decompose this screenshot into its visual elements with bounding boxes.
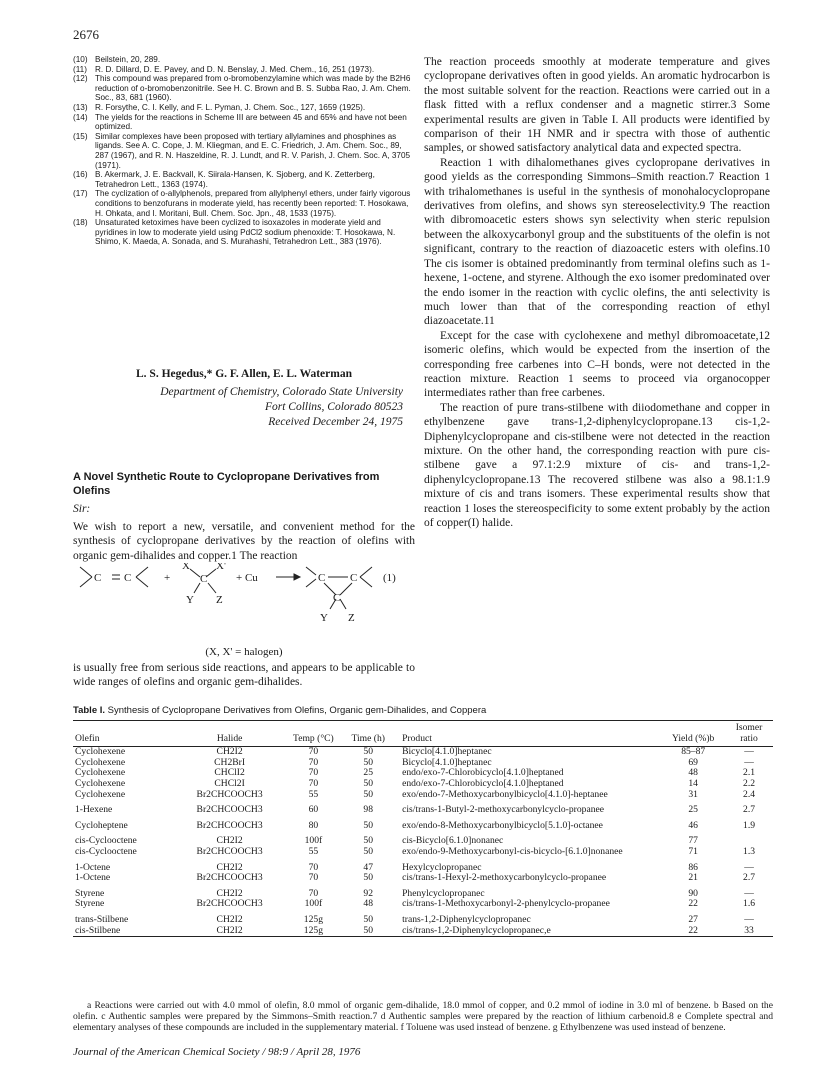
cell-time: 50 (363, 777, 373, 789)
cell-olefin: cis-Cyclooctene (75, 845, 137, 857)
reference-number: (10) (73, 55, 88, 64)
cell-yield: 90 (688, 887, 698, 899)
cell-temp: 70 (308, 756, 319, 768)
cell-product: cis/trans-1-Methoxycarbonyl-2-phenylcyclo-propanee (402, 898, 610, 910)
cell-product: exo/endo-9-Methoxycarbonyl-cis-bicyclo-[6.1.0]nonanee (402, 845, 623, 857)
scheme-c-center: C (200, 573, 208, 585)
reference-item (73, 189, 415, 218)
cell-halide: CH2I2 (216, 913, 243, 925)
city: Fort Collins, Colorado 80523 (264, 401, 403, 413)
reference-item (73, 55, 415, 65)
cell-yield: 31 (688, 788, 698, 800)
cell-isomer-ratio: 33 (744, 924, 754, 936)
cell-temp: 70 (308, 872, 319, 884)
reference-text: The cyclization of o-allylphenols, prepared from allylphenyl ethers, under fairly vigorous conditions to benzofurans in moderate yield, has recently been reported: T. Hosokawa, H. Ohkata, and I. Moritani, Bull. Chem. Soc. Jpn., 48, 1533 (1975). (95, 189, 411, 218)
intro-paragraph: We wish to report a new, versatile, and convenient method for the synthesis of cyclopropane derivatives by the reaction of olefins with organic gem-dihalides and copper.1 The reaction (73, 521, 415, 562)
body-paragraph: Except for the case with cyclohexene and methyl dibromoacetate,12 isomeric olefins, which would be expected from the insertion of the corresponding free carbenes into C–H bonds, were not detected in the reaction mixture. Reaction 1 seems to proceed via organocopper intermediates rather than free carbenes. (424, 329, 770, 400)
table-row (73, 910, 773, 926)
cell-product: endo/exo-7-Chlorobicyclo[4.1.0]heptaned (402, 777, 564, 789)
table-caption-text: Synthesis of Cyclopropane Derivatives from Olefins, Organic gem-Dihalides, and Coppera (107, 705, 487, 716)
right-column-text (424, 55, 770, 530)
scheme-z-prod: Z (348, 612, 355, 624)
cell-olefin: Cyclohexene (75, 777, 126, 789)
cell-olefin: 1-Octene (75, 861, 111, 873)
reaction-scheme (78, 563, 408, 643)
cell-halide: Br2CHCOOCH3 (196, 804, 263, 816)
table-row (73, 831, 773, 847)
cell-isomer-ratio: 1.6 (743, 898, 756, 910)
cell-halide: CHClI2 (214, 767, 245, 779)
reference-text: Unsaturated ketoximes have been cyclized to isoxazoles in moderate yield and pyridines in low to moderate yield using PdCl2 sodium phenoxide: T. Hosokawa, N. Shimo, K. Maeda, A. Sonada, and S. Murahashi, Tetrahedron Lett., 383 (1976). (95, 218, 396, 247)
reference-text: This compound was prepared from o-bromobenzylamine which was made by the B2H6 reduction of o-bromobenzonitrile. See H. C. Brown and B. S. Subba Rao, J. Am. Chem. Soc., 83, 681 (1960). (95, 74, 411, 103)
cell-temp: 70 (308, 887, 319, 899)
cell-time: 50 (363, 913, 373, 925)
cell-temp: 60 (308, 804, 319, 816)
reference-text: R. Forsythe, C. I. Kelly, and F. L. Pyman, J. Chem. Soc., 127, 1659 (1925). (95, 102, 366, 112)
synthesis-table (73, 720, 773, 937)
reference-number: (18) (73, 218, 88, 228)
reference-text: Beilstein, 20, 289. (95, 55, 161, 64)
halogen-note: (X, X' = halogen) (205, 646, 283, 658)
cell-time: 50 (363, 756, 373, 768)
cell-time: 48 (363, 898, 373, 910)
cell-product: exo/endo-7-Methoxycarbonylbicyclo[4.1.0]-heptanee (402, 788, 608, 800)
reference-text: R. D. Dillard, D. E. Pavey, and D. N. Benslay, J. Med. Chem., 16, 251 (1973). (95, 64, 375, 74)
col-yield: Yield (%)b (671, 732, 715, 744)
cell-product: endo/exo-7-Chlorobicyclo[4.1.0]heptaned (402, 767, 564, 779)
cell-yield: 86 (688, 861, 698, 873)
table-header-row (73, 721, 773, 747)
col-temp: Temp (°C) (293, 732, 334, 744)
cell-isomer-ratio: 1.3 (743, 845, 756, 857)
reference-item (73, 65, 415, 75)
reference-list (73, 55, 415, 247)
cell-yield: 22 (688, 924, 698, 936)
cell-yield: 21 (688, 872, 698, 884)
cell-olefin: trans-Stilbene (75, 913, 129, 925)
reference-item (73, 170, 415, 189)
cell-isomer-ratio: 2.7 (743, 804, 756, 816)
col-olefin: Olefin (75, 732, 100, 744)
scheme-xprime: X' (216, 563, 226, 572)
cell-yield: 22 (688, 898, 698, 910)
cell-isomer-ratio: — (744, 746, 754, 758)
cell-halide: CH2I2 (216, 887, 243, 899)
table-label: Table I. (73, 705, 106, 716)
col-product: Product (402, 732, 432, 744)
cell-isomer-ratio: — (744, 861, 754, 873)
table-row (73, 926, 773, 937)
col-halide: Halide (216, 732, 243, 744)
scheme-y: Y (186, 594, 194, 606)
cell-time: 50 (363, 788, 373, 800)
cell-isomer-ratio: 2.2 (743, 777, 756, 789)
cell-yield: 46 (688, 819, 698, 831)
table-body (73, 747, 773, 937)
reference-number: (15) (73, 131, 88, 141)
scheme-z: Z (216, 594, 223, 606)
cell-product: Bicyclo[4.1.0]heptanec (402, 756, 492, 768)
cell-temp: 70 (308, 746, 319, 758)
cell-olefin: Cyclohexene (75, 788, 126, 800)
cell-olefin: Cycloheptene (75, 819, 128, 831)
cell-olefin: cis-Cyclooctene (75, 835, 137, 847)
cell-temp: 70 (308, 777, 319, 789)
equation-number: (1) (383, 572, 396, 584)
cell-product: cis-Bicyclo[6.1.0]nonanec (402, 835, 504, 847)
reference-item (73, 74, 415, 103)
cell-temp: 100f (304, 835, 323, 847)
body-paragraph: The reaction proceeds smoothly at moderate temperature and gives cyclopropane derivatives often in good yields. An aromatic hydrocarbon is the most suitable solvent for the reaction. Reactions were carried out in a flask fitted with a reflux condenser and a magnetic stirrer.3 Some experimental results are given in Table I. All products were identified by comparison of their 1H NMR and ir spectra with those of authentic samples, or showed satisfactory analytical data and expected spectra. (424, 56, 770, 155)
department: Department of Chemistry, Colorado State University (160, 386, 403, 398)
cell-olefin: 1-Hexene (75, 804, 113, 816)
cell-halide: CH2I2 (216, 746, 243, 758)
cell-time: 98 (363, 804, 373, 816)
cell-time: 50 (363, 746, 373, 758)
cell-olefin: Cyclohexene (75, 756, 126, 768)
reference-item (73, 218, 415, 247)
salutation: Sir: (73, 503, 91, 515)
table-row (73, 847, 773, 858)
reference-number: (12) (73, 74, 88, 84)
cell-olefin: Cyclohexene (75, 746, 126, 758)
table-row (73, 779, 773, 790)
cell-product: Phenylcyclopropanec (402, 887, 485, 899)
reference-item (73, 103, 415, 113)
reference-number: (16) (73, 170, 88, 180)
table-row (73, 800, 773, 816)
scheme-cu: + Cu (236, 572, 258, 584)
cell-temp: 55 (308, 845, 319, 857)
cell-product: exo/endo-8-Methoxycarbonylbicyclo[5.1.0]-octanee (402, 819, 603, 831)
cell-time: 92 (363, 887, 373, 899)
cell-time: 50 (363, 819, 373, 831)
reference-number: (14) (73, 112, 88, 122)
after-scheme-paragraph: is usually free from serious side reactions, and appears to be applicable to wide ranges of olefins and organic gem-dihalides. (73, 662, 415, 689)
cell-yield: 27 (688, 913, 698, 925)
cell-product: cis/trans-1-Hexyl-2-methoxycarbonylcyclo-propanee (402, 872, 607, 884)
cell-temp: 125g (303, 924, 323, 936)
cell-olefin: Styrene (75, 887, 105, 899)
cell-time: 50 (363, 924, 373, 936)
cell-product: trans-1,2-Diphenylcyclopropanec (402, 913, 531, 925)
cell-yield: 25 (688, 804, 698, 816)
table-caption (73, 705, 773, 716)
cell-isomer-ratio: 2.1 (743, 767, 756, 779)
scheme-plus: + (164, 572, 171, 584)
reference-text: The yields for the reactions in Scheme III are between 45 and 65% and have not been optimized. (95, 112, 407, 132)
cell-isomer-ratio: 2.4 (743, 788, 756, 800)
cell-halide: Br2CHCOOCH3 (196, 819, 263, 831)
cell-product: Bicyclo[4.1.0]heptanec (402, 746, 492, 758)
cell-halide: Br2CHCOOCH3 (196, 898, 263, 910)
table-row (73, 884, 773, 900)
cell-isomer-ratio: 1.9 (743, 819, 756, 831)
table-row (73, 858, 773, 874)
scheme-c-left: C (94, 572, 102, 584)
page-number: 2676 (73, 27, 99, 42)
cell-halide: CHCl2I (214, 777, 245, 789)
reference-number: (13) (73, 102, 88, 112)
scheme-c-right: C (124, 572, 132, 584)
cell-halide: Br2CHCOOCH3 (196, 788, 263, 800)
cell-yield: 48 (688, 767, 698, 779)
scheme-x: X (182, 563, 190, 572)
reference-text: Similar complexes have been proposed with tertiary allylamines and phosphines as ligands. See A. C. Cope, J. M. Kliegman, and E. C. Friedrich, J. Am. Chem. Soc., 89, 287 (1967), and R. N. Haszeldine, R. J. Lundt, and R. V. Parish, J. Chem. Soc. A, 3705 (1971). (95, 131, 411, 170)
cell-isomer-ratio: — (744, 887, 754, 899)
affiliation-block (73, 385, 403, 430)
reference-number: (11) (73, 64, 87, 74)
cell-yield: 85–87 (681, 746, 706, 758)
table-row (73, 816, 773, 832)
cell-temp: 70 (308, 861, 319, 873)
cell-isomer-ratio (725, 831, 773, 847)
cell-isomer-ratio: 2.7 (743, 872, 756, 884)
cell-olefin: Cyclohexene (75, 767, 126, 779)
article-title: A Novel Synthetic Route to Cyclopropane Derivatives from Olefins (73, 471, 380, 497)
journal-footer: Journal of the American Chemical Society / 98:9 / April 28, 1976 (73, 1046, 361, 1058)
cell-yield: 14 (688, 777, 698, 789)
cell-yield: 77 (688, 835, 698, 847)
cell-halide: CH2I2 (216, 861, 243, 873)
cell-temp: 125g (303, 913, 323, 925)
body-paragraph: The reaction of pure trans-stilbene with diiodomethane and copper in ethylbenzene gave trans-1,2-diphenylcyclopropane.13 cis-1,2-Diphenylcyclopropane and cis-stilbene were not detected in the reaction mixture. On the other hand, the corresponding reaction with pure cis-stilbene gave a 97.1:2.9 mixture of cis- and trans-1,2-diphenylcyclopropane.13 The recovered stilbene was also a 98.1:1.9 mixture of cis and trans isomers. These experimental results show that reaction 1 loses the stereospecificity to some extent probably by the action of copper(I) halide. (424, 401, 770, 529)
table-row (73, 873, 773, 884)
cell-time: 50 (363, 872, 373, 884)
cell-product: Hexylcyclopropanec (402, 861, 482, 873)
body-paragraph: Reaction 1 with dihalomethanes gives cyclopropane derivatives in good yields as the corresponding Simmons–Smith reaction.7 Reaction 1 with trihalomethanes is useful in the synthesis of monohalocyclopropane derivatives from olefins, and shows syn stereoselectivity.9 The reaction with dibromoacetic esters shows syn selectivity when steric repulsion between the alkoxycarbonyl group and the substituents of the olefin is not significant, contrary to the reaction of diazoacetic esters with olefins.10 The cis isomer is obtained predominantly from terminal olefins such as 1-hexene, 1-octene, and styrene. Although the exo isomer predominated over the endo isomer in the reaction with cyclic olefins, the anti selectivity is much lower than that of the corresponding reaction of ethyl diazoacetate.11 (424, 156, 770, 328)
col-isomer-ratio: Isomer ratio (735, 722, 763, 744)
cell-halide: CH2I2 (216, 924, 243, 936)
cell-halide: CH2BrI (214, 756, 246, 768)
cell-isomer-ratio: — (744, 913, 754, 925)
scheme-c-prod-bottom: C (333, 592, 341, 604)
cell-isomer-ratio: — (744, 756, 754, 768)
cell-time: 50 (363, 835, 373, 847)
cell-olefin: Styrene (75, 898, 105, 910)
reference-text: B. Akermark, J. E. Backvall, K. Siirala-Hansen, K. Sjoberg, and K. Zetterberg, Tetrahedron Lett., 1363 (1974). (95, 170, 375, 189)
received-date: Received December 24, 1975 (268, 416, 403, 428)
cell-olefin: cis-Stilbene (75, 924, 121, 936)
cell-temp: 70 (308, 767, 319, 779)
col-time: Time (h) (351, 732, 385, 744)
cell-temp: 55 (308, 788, 319, 800)
author-line: L. S. Hegedus,* G. F. Allen, E. L. Waterman (136, 368, 352, 380)
cell-product: cis/trans-1-Butyl-2-methoxycarbonylcyclo-propanee (402, 804, 605, 816)
scheme-y-prod: Y (320, 612, 328, 624)
cell-time: 50 (363, 845, 373, 857)
cell-time: 47 (363, 861, 373, 873)
scheme-c-prod-right: C (350, 572, 358, 584)
reference-item (73, 132, 415, 170)
table-footnotes: a Reactions were carried out with 4.0 mmol of olefin, 8.0 mmol of organic gem-dihalide, 18.0 mmol of copper, and 0.2 mmol of iodine in 3.0 ml of benzene. b Based on the olefin. c Authentic samples were prepared by the Simmons–Smith reaction.7 d Authentic samples were prepared by the reaction of lithium carbenoid.8 e Complete spectral and elementary analyses of these compounds are included in the supplementary material. f Toluene was used instead of benzene. g Ethylbenzene was used instead of benzene. (73, 1000, 773, 1033)
cell-halide: Br2CHCOOCH3 (196, 845, 263, 857)
cell-olefin: 1-Octene (75, 872, 111, 884)
cell-yield: 69 (688, 756, 698, 768)
table-row (73, 790, 773, 801)
reference-number: (17) (73, 189, 88, 199)
cell-product: cis/trans-1,2-Diphenylcyclopropanec,e (402, 924, 551, 936)
cell-temp: 100f (304, 898, 323, 910)
cell-temp: 80 (308, 819, 319, 831)
cell-halide: CH2I2 (216, 835, 243, 847)
table-row (73, 899, 773, 910)
cell-halide: Br2CHCOOCH3 (196, 872, 263, 884)
cell-yield: 71 (688, 845, 698, 857)
reference-item (73, 113, 415, 132)
cell-time: 25 (363, 767, 373, 779)
scheme-c-prod-left: C (318, 572, 326, 584)
